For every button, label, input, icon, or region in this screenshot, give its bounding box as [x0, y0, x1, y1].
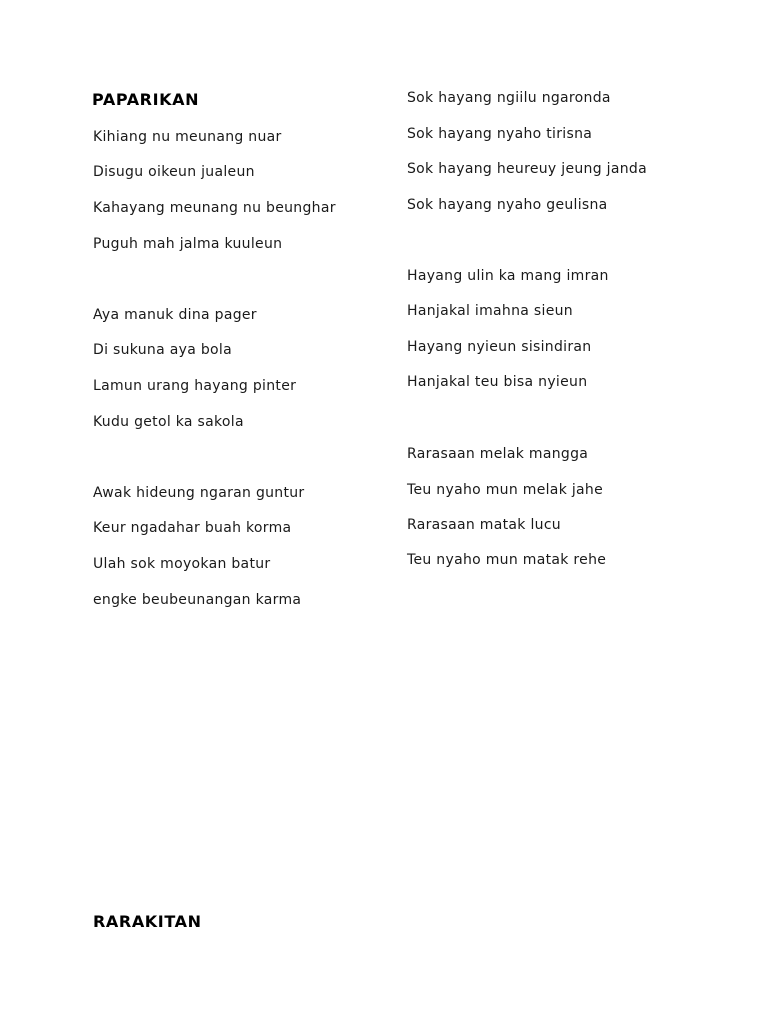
verse-line: Rarasaan melak mangga	[407, 446, 589, 462]
verse-line: Kihiang nu meunang nuar	[93, 129, 282, 145]
verse-line: Sok hayang heureuy jeung janda	[407, 161, 647, 177]
verse-line: Kahayang meunang nu beunghar	[93, 200, 336, 216]
verse-line: Di sukuna aya bola	[93, 342, 232, 358]
verse-line: Kudu getol ka sakola	[93, 414, 244, 430]
verse-line: Teu nyaho mun matak rehe	[407, 552, 607, 568]
verse-line: Teu nyaho mun melak jahe	[407, 482, 604, 498]
heading-paparikan: PAPARIKAN	[92, 90, 200, 109]
heading-rarakitan: RARAKITAN	[93, 912, 202, 931]
verse-line: Puguh mah jalma kuuleun	[93, 236, 283, 252]
verse-line: Hanjakal teu bisa nyieun	[407, 374, 588, 390]
verse-line: Hayang ulin ka mang imran	[407, 268, 609, 284]
verse-line: Sok hayang nyaho geulisna	[407, 197, 608, 213]
verse-line: Hayang nyieun sisindiran	[407, 339, 592, 355]
verse-line: Sok hayang ngiilu ngaronda	[407, 90, 611, 106]
verse-line: Awak hideung ngaran guntur	[93, 485, 305, 501]
verse-line: Disugu oikeun jualeun	[93, 164, 255, 180]
verse-line: Aya manuk dina pager	[93, 307, 257, 323]
verse-line: engke beubeunangan karma	[93, 592, 302, 608]
verse-line: Ulah sok moyokan batur	[93, 556, 271, 572]
verse-line: Keur ngadahar buah korma	[93, 520, 292, 536]
verse-line: Sok hayang nyaho tirisna	[407, 126, 593, 142]
verse-line: Lamun urang hayang pinter	[93, 378, 297, 394]
verse-line: Hanjakal imahna sieun	[407, 303, 573, 319]
verse-line: Rarasaan matak lucu	[407, 517, 561, 533]
